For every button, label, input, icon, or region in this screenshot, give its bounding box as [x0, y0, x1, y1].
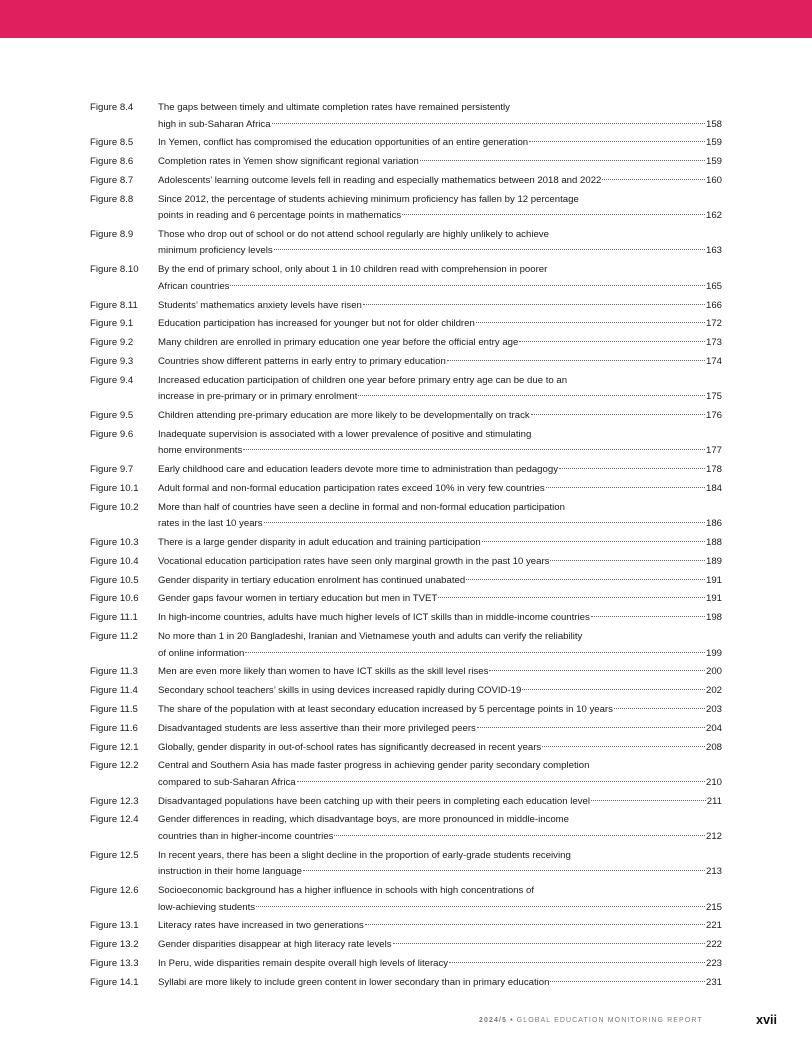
figure-label: Figure 12.6: [90, 885, 139, 896]
dot-leader: [230, 285, 705, 286]
caption-line: Socioeconomic background has a higher influence in schools with high concentrations of: [158, 885, 534, 896]
figure-label: Figure 13.3: [90, 957, 139, 969]
page-ref[interactable]: 163: [705, 245, 722, 257]
figure-label: Figure 11.1: [90, 612, 138, 624]
dot-leader: [274, 249, 705, 250]
caption-line: points in reading and 6 percentage points in mathematics: [158, 210, 402, 222]
caption-line: African countries: [158, 280, 230, 292]
caption-line: In high-income countries, adults have much higher levels of ICT skills than in middle-income countries: [158, 612, 590, 624]
page-ref[interactable]: 202: [705, 685, 722, 697]
toc-entry[interactable]: [90, 316, 722, 333]
page-ref[interactable]: 159: [705, 137, 722, 149]
toc-entry[interactable]: [90, 154, 722, 171]
caption-line: Literacy rates have increased in two generations: [158, 920, 364, 932]
page-ref[interactable]: 208: [705, 741, 722, 753]
figure-caption: [158, 664, 722, 681]
dot-leader: [550, 560, 705, 561]
caption-line: Since 2012, the percentage of students achieving minimum proficiency has fallen by 12 percentage: [158, 193, 579, 205]
dot-leader: [272, 123, 705, 124]
caption-line: Gender differences in reading, which disadvantage boys, are more pronounced in middle-income: [158, 814, 569, 826]
toc-entry[interactable]: [90, 135, 722, 152]
page-ref[interactable]: 212: [705, 830, 722, 842]
toc-entry[interactable]: [90, 629, 722, 662]
caption-line: Countries show different patterns in early entry to primary education: [158, 355, 446, 367]
figure-caption: [158, 427, 722, 460]
page-ref[interactable]: 210: [705, 776, 722, 788]
figure-label: Figure 8.10: [90, 264, 139, 276]
caption-line: Gender disparities disappear at high literacy rate levels: [158, 939, 392, 951]
page-ref[interactable]: 211: [706, 795, 722, 807]
caption-line: Inadequate supervision is associated with a lower prevalence of positive and stimulating: [158, 428, 532, 440]
figure-caption: [158, 554, 722, 571]
page-ref[interactable]: 178: [705, 464, 722, 476]
caption-line: of online information: [158, 647, 245, 659]
dot-leader: [550, 981, 705, 982]
caption-line: No more than 1 in 20 Bangladeshi, Iranian and Vietnamese youth and adults can verify the reliability: [158, 631, 583, 643]
page-ref[interactable]: 175: [705, 391, 722, 403]
caption-line: The gaps between timely and ultimate completion rates have remained persistently: [158, 102, 510, 113]
dot-leader: [264, 522, 705, 523]
figure-caption: [158, 702, 722, 719]
page-number: xvii: [756, 1013, 777, 1027]
page-ref[interactable]: 221: [705, 920, 722, 932]
page-ref[interactable]: 188: [705, 537, 722, 549]
caption-line: More than half of countries have seen a decline in formal and non-formal education participation: [158, 501, 565, 513]
figure-label: Figure 9.2: [90, 337, 134, 349]
figure-caption: [158, 937, 722, 954]
figure-caption: [158, 721, 722, 738]
page-ref[interactable]: 165: [705, 280, 722, 292]
caption-line: Education participation has increased for younger but not for older children: [158, 318, 475, 330]
caption-line: countries than in higher-income countries: [158, 830, 334, 842]
page-ref[interactable]: 177: [705, 445, 722, 457]
toc-entry[interactable]: [90, 610, 722, 627]
toc-entry[interactable]: [90, 956, 722, 973]
dot-leader: [297, 781, 705, 782]
dot-leader: [447, 360, 705, 361]
dot-leader: [519, 341, 705, 342]
figure-caption: [158, 848, 722, 881]
figure-caption: [158, 975, 722, 992]
figure-label: Figure 9.1: [90, 318, 134, 330]
caption-line: In recent years, there has been a slight decline in the proportion of early-grade students receiving: [158, 849, 571, 861]
list-of-figures: [90, 100, 722, 993]
figure-label: Figure 13.2: [90, 939, 139, 951]
figure-caption: [158, 154, 722, 171]
page-ref[interactable]: 191: [705, 574, 722, 586]
page-ref[interactable]: 184: [705, 482, 722, 494]
page-ref[interactable]: 166: [705, 299, 722, 311]
figure-caption: [158, 535, 722, 552]
figure-caption: [158, 794, 722, 811]
caption-line: Disadvantaged students are less assertive than their more privileged peers: [158, 722, 476, 734]
page-ref[interactable]: 173: [705, 337, 722, 349]
figure-label: Figure 9.6: [90, 428, 134, 440]
figure-caption: [158, 335, 722, 352]
figure-caption: [158, 758, 722, 791]
figure-caption: [158, 956, 722, 973]
figure-label: Figure 8.5: [90, 137, 134, 149]
caption-line: home environments: [158, 445, 243, 457]
toc-entry[interactable]: [90, 173, 722, 190]
page-ref[interactable]: 159: [705, 156, 722, 168]
dot-leader: [477, 727, 705, 728]
page-ref[interactable]: 172: [705, 318, 722, 330]
figure-caption: [158, 573, 722, 590]
caption-line: The share of the population with at least secondary education increased by 5 percentage points in 10 years: [158, 703, 613, 715]
caption-line: minimum proficiency levels: [158, 245, 273, 257]
figure-label: Figure 10.2: [90, 501, 139, 513]
figure-label: Figure 11.3: [90, 666, 138, 678]
caption-line: Children attending pre-primary education are more likely to be developmentally on track: [158, 410, 530, 422]
toc-entry[interactable]: [90, 702, 722, 719]
footer-report-year: 2024/5: [479, 1017, 508, 1024]
toc-entry[interactable]: [90, 683, 722, 700]
dot-leader: [365, 924, 705, 925]
toc-entry[interactable]: [90, 794, 722, 811]
figure-label: Figure 8.8: [90, 193, 134, 205]
dot-leader: [334, 835, 705, 836]
toc-entry[interactable]: [90, 664, 722, 681]
figure-label: Figure 12.1: [90, 741, 139, 753]
page-ref[interactable]: 203: [705, 703, 722, 715]
toc-entry[interactable]: [90, 354, 722, 371]
toc-entry[interactable]: [90, 721, 722, 738]
figure-caption: [158, 610, 722, 627]
figure-label: Figure 10.6: [90, 593, 139, 605]
page-ref[interactable]: 174: [705, 355, 722, 367]
caption-line: Early childhood care and education leaders devote more time to administration than pedagogy: [158, 464, 558, 476]
toc-entry[interactable]: [90, 100, 722, 133]
toc-entry[interactable]: [90, 554, 722, 571]
caption-line: increase in pre-primary or in primary enrolment: [158, 391, 358, 403]
page-ref[interactable]: 199: [705, 647, 722, 659]
caption-line: Men are even more likely than women to have ICT skills as the skill level rises: [158, 666, 489, 678]
page-ref[interactable]: 222: [705, 939, 722, 951]
caption-line: Gender disparity in tertiary education enrolment has continued unabated: [158, 574, 466, 586]
dot-leader: [559, 468, 705, 469]
figure-caption: [158, 408, 722, 425]
header-band: [0, 0, 812, 38]
figure-caption: [158, 192, 722, 225]
caption-line: Secondary school teachers’ skills in using devices increased rapidly during COVID-19: [158, 685, 522, 697]
figure-caption: [158, 262, 722, 295]
caption-line: Adult formal and non-formal education participation rates exceed 10% in very few countries: [158, 482, 545, 494]
toc-entry[interactable]: [90, 408, 722, 425]
figure-label: Figure 8.6: [90, 156, 134, 168]
toc-entry[interactable]: [90, 937, 722, 954]
page-ref[interactable]: 200: [705, 666, 722, 678]
figure-caption: [158, 918, 722, 935]
toc-entry[interactable]: [90, 591, 722, 608]
dot-leader: [482, 541, 705, 542]
figure-label: Figure 9.3: [90, 355, 134, 367]
figure-label: Figure 12.5: [90, 849, 139, 861]
toc-entry[interactable]: [90, 227, 722, 260]
toc-entry[interactable]: [90, 758, 722, 791]
dot-leader: [393, 943, 705, 944]
page-ref[interactable]: 198: [705, 612, 722, 624]
caption-line: In Yemen, conflict has compromised the education opportunities of an entire generation: [158, 137, 529, 149]
dot-leader: [591, 800, 706, 801]
dot-leader: [614, 708, 705, 709]
figure-caption: [158, 740, 722, 757]
toc-entry[interactable]: [90, 975, 722, 992]
toc-entry[interactable]: [90, 262, 722, 295]
page-ref[interactable]: 204: [705, 722, 722, 734]
figure-caption: [158, 591, 722, 608]
caption-line: Syllabi are more likely to include green content in lower secondary than in primary education: [158, 976, 550, 988]
figure-caption: [158, 481, 722, 498]
figure-label: Figure 9.7: [90, 464, 134, 476]
figure-caption: [158, 316, 722, 333]
toc-entry[interactable]: [90, 812, 722, 845]
caption-line: Adolescents’ learning outcome levels fell in reading and especially mathematics between 2018 and 2022: [158, 174, 602, 186]
figure-caption: [158, 629, 722, 662]
caption-line: Completion rates in Yemen show significant regional variation: [158, 156, 419, 168]
caption-line: Gender gaps favour women in tertiary education but men in TVET: [158, 593, 438, 605]
figure-label: Figure 8.11: [90, 299, 138, 311]
figure-label: Figure 12.3: [90, 795, 139, 807]
dot-leader: [363, 304, 705, 305]
dot-leader: [449, 962, 705, 963]
figure-label: Figure 11.2: [90, 631, 138, 643]
figure-label: Figure 9.5: [90, 410, 134, 422]
caption-line: rates in the last 10 years: [158, 518, 263, 530]
page-ref[interactable]: 191: [705, 593, 722, 605]
toc-entry[interactable]: [90, 573, 722, 590]
dot-leader: [402, 214, 705, 215]
figure-label: Figure 9.4: [90, 374, 134, 386]
toc-entry[interactable]: [90, 192, 722, 225]
caption-line: high in sub-Saharan Africa: [158, 118, 271, 130]
figure-label: Figure 10.4: [90, 555, 139, 567]
figure-label: Figure 12.4: [90, 814, 139, 826]
toc-entry[interactable]: [90, 427, 722, 460]
figure-label: Figure 13.1: [90, 920, 139, 932]
dot-leader: [542, 746, 705, 747]
figure-label: Figure 11.4: [90, 685, 138, 697]
caption-line: Globally, gender disparity in out-of-school rates has significantly decreased in recent years: [158, 741, 542, 753]
figure-caption: [158, 683, 722, 700]
page-ref[interactable]: 160: [705, 174, 722, 186]
page-ref[interactable]: 158: [705, 118, 722, 130]
caption-line: Many children are enrolled in primary education one year before the official entry age: [158, 337, 519, 349]
caption-line: Students’ mathematics anxiety levels have risen: [158, 299, 362, 311]
toc-entry[interactable]: [90, 373, 722, 406]
page-ref[interactable]: 176: [705, 410, 722, 422]
figure-label: Figure 8.4: [90, 102, 134, 113]
figure-caption: [158, 227, 722, 260]
figure-caption: [158, 883, 722, 916]
caption-line: Those who drop out of school or do not attend school regularly are highly unlikely to achieve: [158, 228, 549, 240]
figure-caption: [158, 173, 722, 190]
figure-caption: [158, 500, 722, 533]
toc-entry[interactable]: [90, 462, 722, 479]
figure-label: Figure 12.2: [90, 760, 139, 772]
page-ref[interactable]: 162: [705, 210, 722, 222]
toc-entry[interactable]: [90, 883, 722, 916]
page-ref[interactable]: 223: [705, 957, 722, 969]
figure-caption: [158, 354, 722, 371]
figure-caption: [158, 462, 722, 479]
toc-entry[interactable]: [90, 918, 722, 935]
caption-line: low-achieving students: [158, 901, 256, 913]
figure-label: Figure 8.7: [90, 174, 134, 186]
dot-leader: [489, 670, 705, 671]
caption-line: Central and Southern Asia has made faster progress in achieving gender parity secondary completion: [158, 760, 590, 772]
caption-line: instruction in their home language: [158, 866, 302, 878]
toc-entry[interactable]: [90, 481, 722, 498]
page-ref[interactable]: 231: [705, 976, 722, 988]
dot-leader: [256, 906, 705, 907]
caption-line: Increased education participation of children one year before primary entry age can be due to an: [158, 374, 568, 386]
dot-leader: [303, 870, 705, 871]
caption-line: There is a large gender disparity in adult education and training participation: [158, 537, 481, 549]
figure-label: Figure 8.9: [90, 228, 134, 240]
dot-leader: [420, 160, 705, 161]
figure-label: Figure 14.1: [90, 976, 139, 988]
caption-line: Vocational education participation rates have seen only marginal growth in the past 10 years: [158, 555, 550, 567]
caption-line: In Peru, wide disparities remain despite overall high levels of literacy: [158, 957, 449, 969]
figure-caption: [158, 100, 722, 133]
figure-label: Figure 10.1: [90, 482, 139, 494]
page-ref[interactable]: 213: [705, 866, 722, 878]
toc-entry[interactable]: [90, 740, 722, 757]
dot-leader: [466, 579, 705, 580]
dot-leader: [546, 487, 705, 488]
page-ref[interactable]: 215: [705, 901, 722, 913]
figure-caption: [158, 812, 722, 845]
dot-leader: [358, 395, 705, 396]
page-ref[interactable]: 189: [705, 555, 722, 567]
dot-leader: [531, 414, 705, 415]
dot-leader: [602, 179, 705, 180]
running-footer: [479, 1014, 703, 1028]
dot-leader: [245, 652, 705, 653]
page-ref[interactable]: 186: [705, 518, 722, 530]
figure-caption: [158, 298, 722, 315]
figure-caption: [158, 135, 722, 152]
figure-label: Figure 11.5: [90, 703, 138, 715]
figure-caption: [158, 373, 722, 406]
toc-entry[interactable]: [90, 500, 722, 533]
footer-report-name: GLOBAL EDUCATION MONITORING REPORT: [516, 1017, 703, 1024]
dot-leader: [591, 616, 705, 617]
dot-leader: [438, 597, 705, 598]
figure-label: Figure 10.3: [90, 537, 139, 549]
dot-leader: [529, 141, 705, 142]
footer-bullet: •: [510, 1017, 514, 1024]
toc-entry[interactable]: [90, 335, 722, 352]
dot-leader: [243, 449, 705, 450]
figure-label: Figure 10.5: [90, 574, 139, 586]
caption-line: By the end of primary school, only about 1 in 10 children read with comprehension in poorer: [158, 264, 548, 276]
dot-leader: [522, 689, 705, 690]
toc-entry[interactable]: [90, 848, 722, 881]
caption-line: Disadvantaged populations have been catching up with their peers in completing each education level: [158, 795, 591, 807]
caption-line: compared to sub-Saharan Africa: [158, 776, 296, 788]
dot-leader: [476, 322, 705, 323]
toc-entry[interactable]: [90, 535, 722, 552]
figure-label: Figure 11.6: [90, 722, 138, 734]
toc-entry[interactable]: [90, 298, 722, 315]
